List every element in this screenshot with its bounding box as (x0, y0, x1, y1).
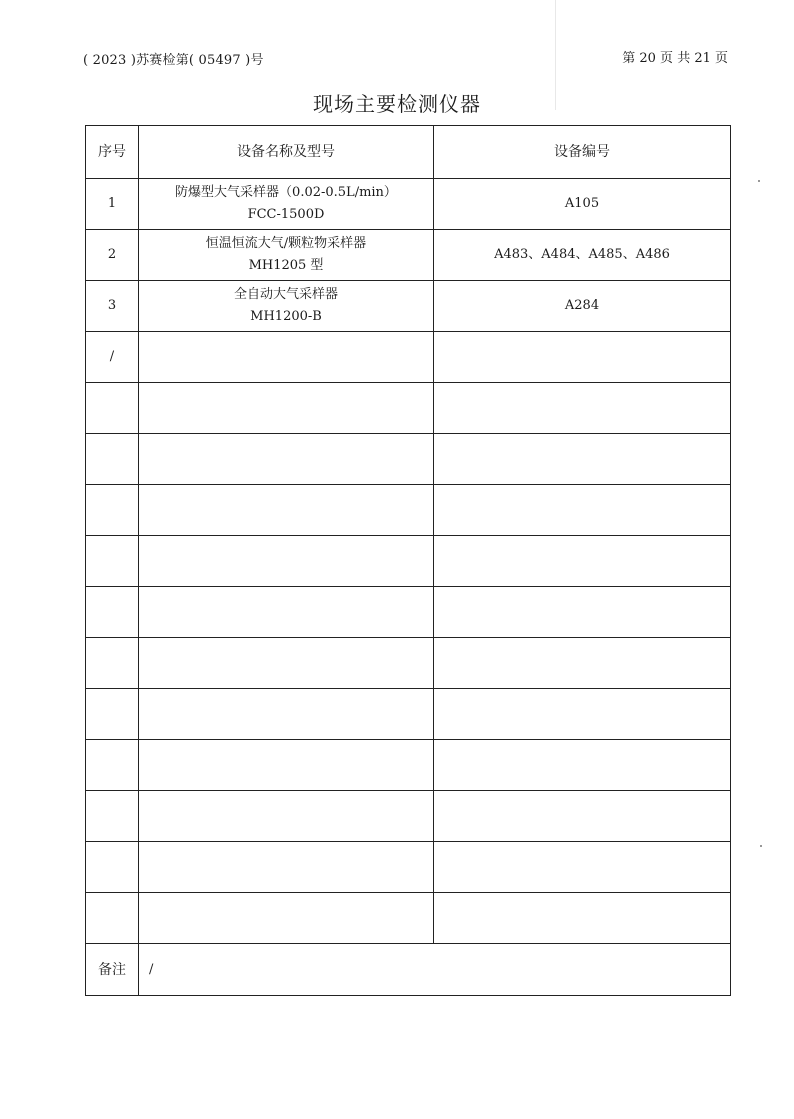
cell-name-model (139, 281, 434, 332)
cell-name-model (139, 179, 434, 230)
cell-code: A105 (434, 179, 731, 230)
cell-no (86, 383, 139, 434)
cell-no: 1 (86, 179, 139, 230)
instrument-table (85, 125, 731, 996)
table-row (86, 587, 731, 638)
equipment-model: MH1200-B (250, 309, 322, 324)
cell-name-model (139, 740, 434, 791)
cell-no (86, 842, 139, 893)
table-row (86, 842, 731, 893)
note-value: / (139, 944, 731, 996)
cell-no (86, 740, 139, 791)
cell-code (434, 740, 731, 791)
table-row (86, 230, 731, 281)
table-row (86, 179, 731, 230)
cell-code: A483、A484、A485、A486 (434, 230, 731, 281)
cell-name-model (139, 332, 434, 383)
table-row (86, 434, 731, 485)
report-number: ( 2023 )苏赛检第( 05497 )号 (83, 53, 264, 68)
cell-no (86, 485, 139, 536)
col-header-code: 设备编号 (434, 126, 731, 179)
cell-name-model (139, 791, 434, 842)
cell-no (86, 434, 139, 485)
cell-code (434, 689, 731, 740)
page-indicator: 第 20 页 共 21 页 (622, 51, 728, 66)
cell-name-model (139, 230, 434, 281)
table-row (86, 332, 731, 383)
cell-code (434, 893, 731, 944)
page-title: 现场主要检测仪器 (313, 92, 481, 116)
cell-code (434, 383, 731, 434)
cell-code (434, 332, 731, 383)
cell-code (434, 842, 731, 893)
cell-code (434, 638, 731, 689)
cell-name-model (139, 587, 434, 638)
cell-no: / (86, 332, 139, 383)
equipment-name: 全自动大气采样器 (233, 287, 338, 302)
table-row (86, 383, 731, 434)
note-label: 备注 (86, 944, 139, 996)
cell-name-model (139, 689, 434, 740)
cell-name-model (139, 638, 434, 689)
table-row (86, 689, 731, 740)
col-header-name-model: 设备名称及型号 (139, 126, 434, 179)
cell-code (434, 587, 731, 638)
table-row (86, 281, 731, 332)
table-row (86, 485, 731, 536)
cell-name-model (139, 434, 434, 485)
cell-no: 2 (86, 230, 139, 281)
equipment-name: 恒温恒流大气/颗粒物采样器 (205, 236, 367, 251)
equipment-model: MH1205 型 (248, 258, 324, 273)
cell-no (86, 791, 139, 842)
equipment-name: 防爆型大气采样器（0.02-0.5L/min） (175, 185, 397, 200)
cell-name-model (139, 893, 434, 944)
cell-code (434, 434, 731, 485)
table-header-row (86, 126, 731, 179)
table-row (86, 893, 731, 944)
table-row (86, 536, 731, 587)
scan-speck (760, 845, 762, 847)
scan-speck (758, 180, 760, 182)
cell-no (86, 893, 139, 944)
cell-code (434, 485, 731, 536)
table-row (86, 740, 731, 791)
col-header-no: 序号 (86, 126, 139, 179)
table-row (86, 638, 731, 689)
note-row (86, 944, 731, 996)
cell-no (86, 587, 139, 638)
table-row (86, 791, 731, 842)
cell-no (86, 689, 139, 740)
cell-no (86, 638, 139, 689)
cell-name-model (139, 536, 434, 587)
cell-code: A284 (434, 281, 731, 332)
cell-name-model (139, 383, 434, 434)
cell-name-model (139, 842, 434, 893)
cell-no (86, 536, 139, 587)
cell-no: 3 (86, 281, 139, 332)
cell-name-model (139, 485, 434, 536)
equipment-model: FCC-1500D (247, 207, 325, 222)
cell-code (434, 791, 731, 842)
cell-code (434, 536, 731, 587)
